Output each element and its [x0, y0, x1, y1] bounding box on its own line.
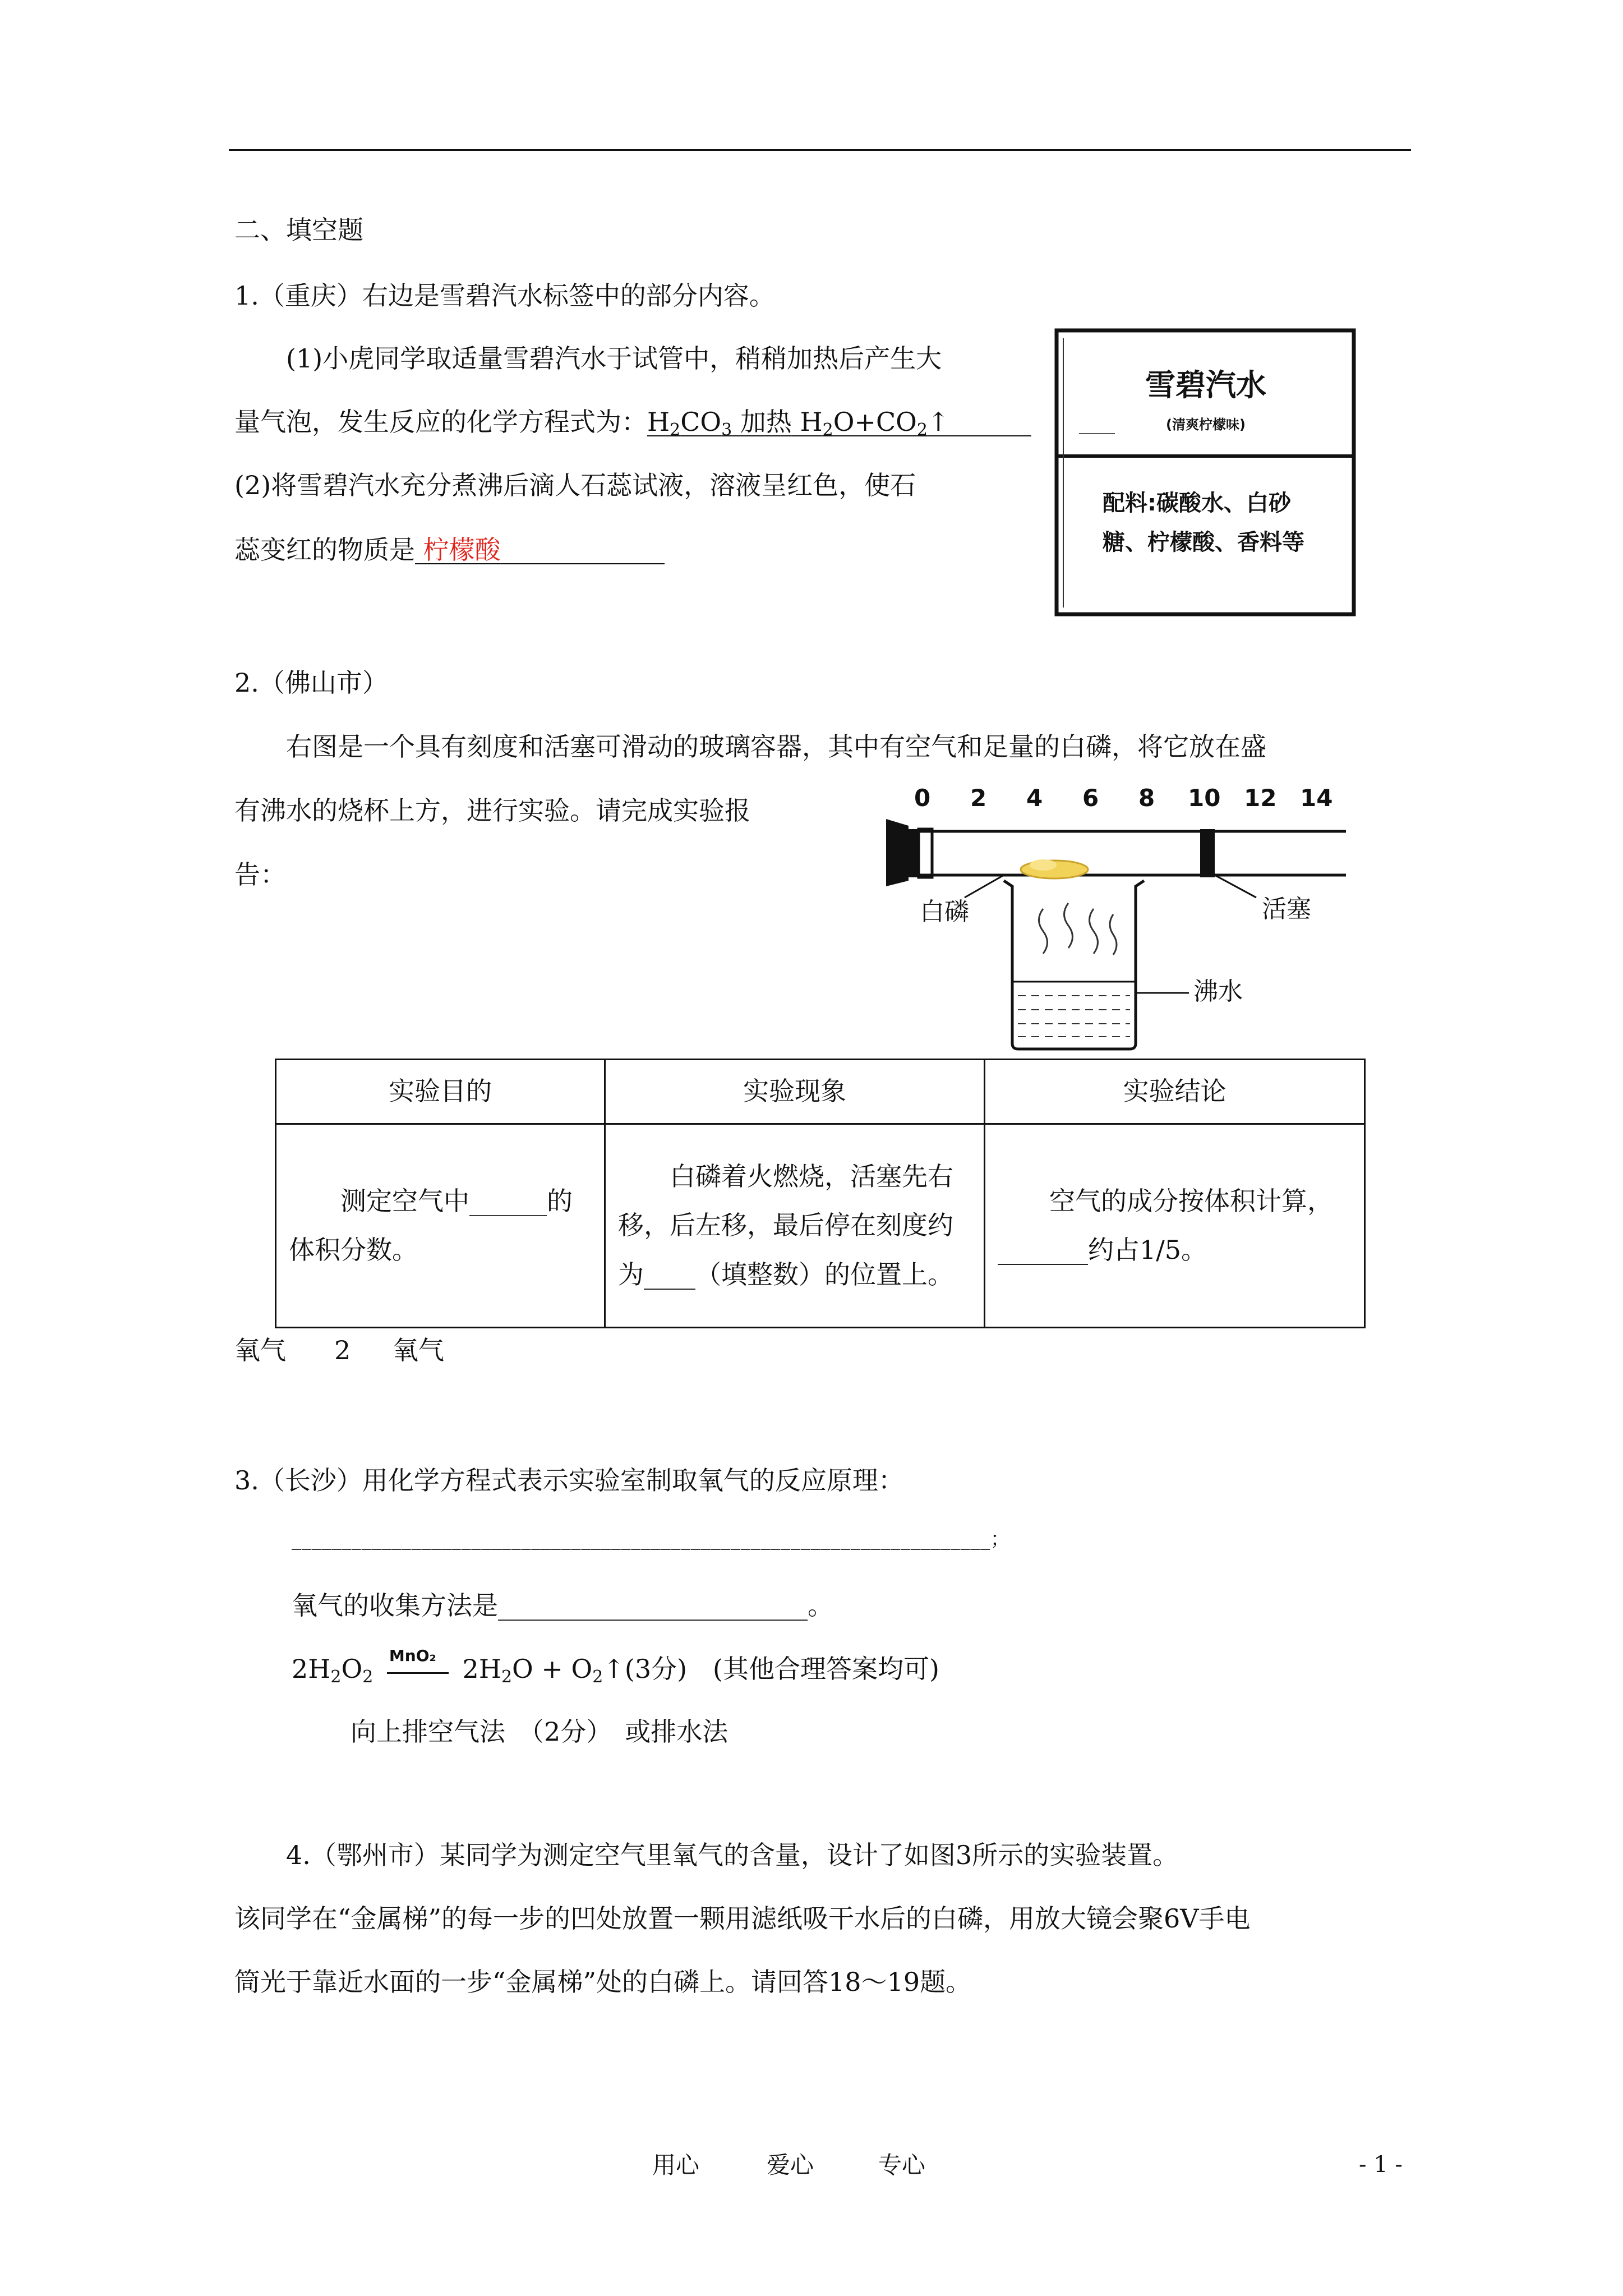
- q1-answer: 柠檬酸: [423, 535, 501, 565]
- q1-part2-prefix: 蕊变红的物质是: [234, 535, 415, 565]
- tick-14: 14: [1300, 784, 1333, 812]
- tick-0: 0: [914, 784, 931, 812]
- footer-slogan-1: 用心: [652, 2151, 700, 2179]
- q4-line3: 筒光于靠近水面的一步“金属梯”处的白磷上。请回答18～19题。: [234, 1967, 972, 1997]
- tick-4: 4: [1026, 784, 1043, 812]
- q4-line2: 该同学在“金属梯”的每一步的凹处放置一颗用滤纸吸干水后的白磷，用放大镜会聚6V手电: [234, 1903, 1251, 1934]
- q3-blank-line: ______________________________________________________________________；: [292, 1528, 1010, 1550]
- catalyst-arrow: MnO₂: [381, 1660, 454, 1682]
- q2-answer-2: 2: [334, 1335, 351, 1365]
- footer-slogan-3: 专心: [878, 2151, 926, 2179]
- q4-title: 4.（鄂州市）某同学为测定空气里氧气的含量，设计了如图3所示的实验装置。: [286, 1840, 1179, 1870]
- label-phosphorus: 白磷: [920, 898, 969, 926]
- q3-title: 3.（长沙）用化学方程式表示实验室制取氧气的反应原理：: [234, 1465, 904, 1496]
- section-title: 二、填空题: [234, 215, 363, 245]
- footer-slogan-2: 爱心: [767, 2151, 814, 2179]
- label-ingredients-2: 糖、柠檬酸、香料等: [1103, 530, 1304, 555]
- label-water: 沸水: [1193, 977, 1243, 1006]
- q1-part2-line2: [234, 535, 665, 565]
- label-piston: 活塞: [1262, 895, 1311, 923]
- q1-equation: $H_2CO_3$ 加热 $H_2O+CO_2↑$: [647, 407, 949, 440]
- label-ingredients-1: 配料:碳酸水、白砂: [1103, 490, 1291, 516]
- q2-intro-line1: 右图是一个具有刻度和活塞可滑动的玻璃容器，其中有空气和足量的白磷，将它放在盛: [286, 731, 1266, 762]
- q3-answer2: 向上排空气法 （2分） 或排水法: [351, 1717, 728, 1747]
- header-rule: [229, 149, 1411, 151]
- apparatus-figure: [875, 780, 1368, 1060]
- q1-part1-prefix: 量气泡，发生反应的化学方程式为：: [234, 407, 647, 437]
- label-subtitle: (清爽柠檬味): [1166, 417, 1246, 432]
- q2-intro-line3: 告：: [234, 859, 286, 890]
- tick-12: 12: [1244, 784, 1277, 812]
- cell-conclusion: 空气的成分按体积计算，_______约占1/5。: [985, 1124, 1365, 1328]
- q1-part2-line1: (2)将雪碧汽水充分煮沸后滴人石蕊试液，溶液呈红色，使石: [234, 470, 916, 500]
- q2-answer-3: 氧气: [393, 1335, 444, 1365]
- sprite-label-image: [1053, 327, 1358, 619]
- q2-title: 2.（佛山市）: [234, 668, 388, 698]
- table-header-row: [276, 1060, 1365, 1124]
- header-phenomenon: 实验现象: [605, 1060, 985, 1124]
- q3-equation: $2H_2O_2$ MnO₂ $2H_2O$ + $O_2↑(3$分) (其他合理答案均可): [292, 1646, 939, 1687]
- q1-title: 1.（重庆）右边是雪碧汽水标签中的部分内容。: [234, 280, 775, 311]
- q2-answer-1: 氧气: [234, 1335, 286, 1365]
- experiment-table: [275, 1059, 1366, 1328]
- tick-6: 6: [1082, 784, 1099, 812]
- tick-2: 2: [970, 784, 987, 812]
- tick-10: 10: [1188, 784, 1221, 812]
- label-title: 雪碧汽水: [1145, 367, 1266, 403]
- page-number: - 1 -: [1359, 2152, 1403, 2178]
- table-row: [276, 1124, 1365, 1328]
- q3-collect-line: 氧气的收集方法是________________________。: [292, 1590, 833, 1621]
- header-purpose: 实验目的: [276, 1060, 605, 1124]
- cell-purpose: 测定空气中______的体积分数。: [276, 1124, 605, 1328]
- q2-intro-line2: 有沸水的烧杯上方，进行实验。请完成实验报: [234, 795, 750, 826]
- tick-8: 8: [1138, 784, 1155, 812]
- q1-part1-line2: [234, 407, 1031, 440]
- q1-part1-line1: (1)小虎同学取适量雪碧汽水于试管中，稍稍加热后产生大: [286, 343, 942, 374]
- header-conclusion: 实验结论: [985, 1060, 1365, 1124]
- cell-phenomenon: 白磷着火燃烧，活塞先右移，后左移，最后停在刻度约为____（填整数）的位置上。: [605, 1124, 985, 1328]
